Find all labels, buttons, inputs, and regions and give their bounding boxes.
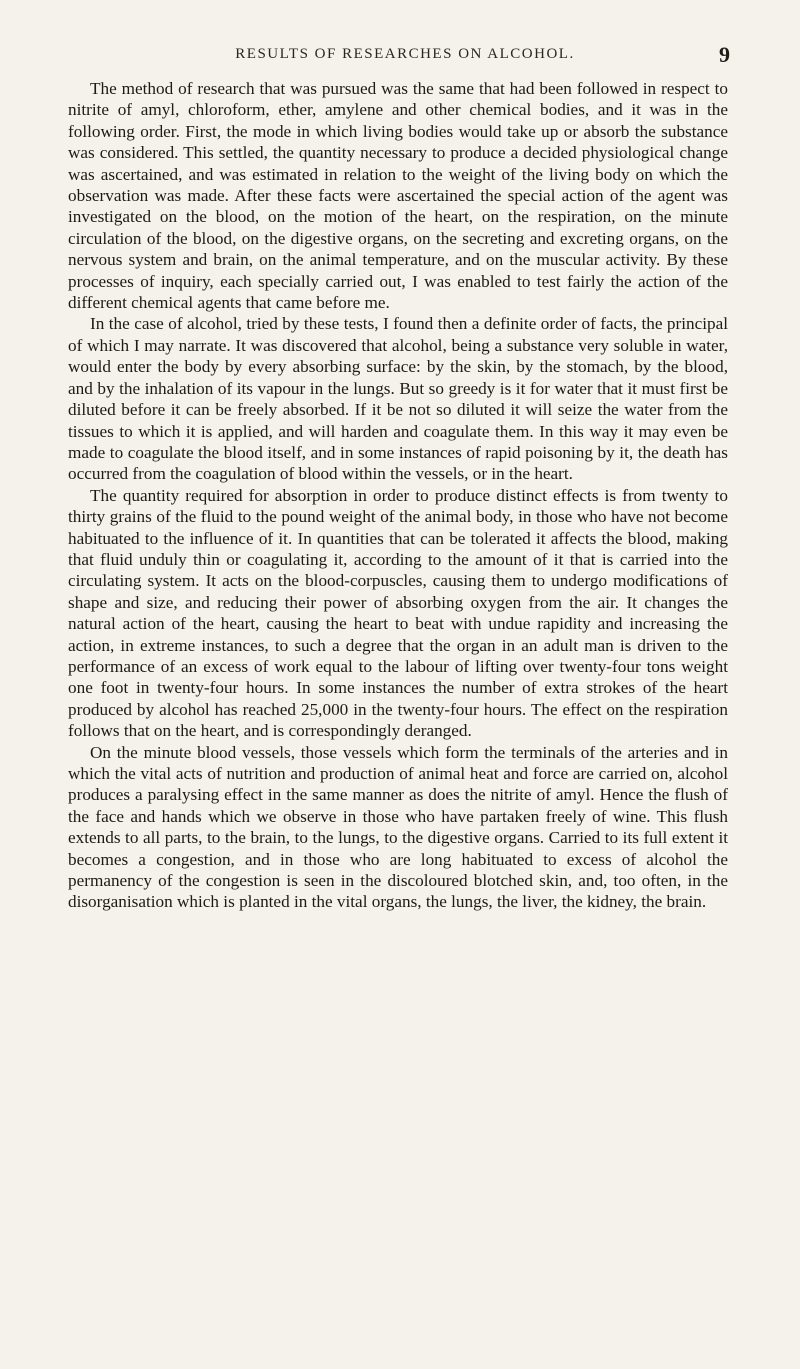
running-head: [80, 42, 730, 76]
paragraph-alcohol-absorption: In the case of alcohol, tried by these tests, I found then a definite order of facts, the principal of which I may narrate. It was discovered that alcohol, being a substance very soluble in water, would enter the body by every absorbing surface: by the skin, by the stomach, by the blood, and by the inhalation of its vapour in the lungs. But so greedy is it for water that it must first be diluted before it can be freely absorbed. If it be not so diluted it will seize the water from the tissues to which it is applied, and will harden and coagulate them. In this way it may even be made to coagulate the blood itself, and in some instances of rapid poisoning by it, the death has occurred from the coagulation of blood within the vessels, or in the heart.: [68, 314, 728, 484]
paragraph-method: The method of research that was pursued was the same that had been followed in respect to nitrite of amyl, chloroform, ether, amylene and other chemical bodies, and it was in the following order. First, the mode in which living bodies would take up or absorb the substance was considered. This settled, the quantity necessary to produce a decided physiological change was ascertained, and was estimated in relation to the weight of the living body on which the observation was made. After these facts were ascertained the special action of the agent was investigated on the blood, on the motion of the heart, on the respiration, on the minute circulation of the blood, on the digestive organs, on the secreting and excreting organs, on the nervous system and brain, on the animal temperature, and on the muscular activity. By these processes of inquiry, each specially carried out, I was enabled to test fairly the action of the different chemical agents that came before me.: [68, 79, 728, 313]
running-title: RESULTS OF RESEARCHES ON ALCOHOL.: [235, 46, 575, 62]
body-text: [68, 78, 728, 913]
paragraph-minute-vessels: On the minute blood vessels, those vessels which form the terminals of the arteries and in which the vital acts of nutrition and production of animal heat and force are carried on, alcohol produces a paralysing effect in the same manner as does the nitrite of amyl. Hence the flush of the face and hands which we observe in those who have partaken freely of wine. This flush extends to all parts, to the brain, to the lungs, to the digestive organs. Carried to its full extent it becomes a congestion, and in those who are long habituated to excess of alcohol the permanency of the congestion is seen in the discoloured blotched skin, and, too often, in the disorganisation which is planted in the vital organs, the lungs, the liver, the kidney, the brain.: [68, 742, 728, 912]
page-number: 9: [719, 42, 730, 67]
paragraph-quantity-effects: The quantity required for absorption in order to produce distinct effects is from twenty to thirty grains of the fluid to the pound weight of the animal body, in those who have not become habituated to the influence of it. In quantities that can be tolerated it affects the blood, making that fluid unduly thin or coagulating it, according to the amount of it that is carried into the circulating system. It acts on the blood-corpuscles, causing them to undergo modifications of shape and size, and reducing their power of absorbing oxygen from the air. It changes the natural action of the heart, causing the heart to beat with undue rapidity and increasing the action, in extreme instances, to such a degree that the organ in an adult man is driven to the performance of an excess of work equal to the labour of lifting over twenty-four tons weight one foot in twenty-four hours. In some instances the number of extra strokes of the heart produced by alcohol has reached 25,000 in the twenty-four hours. The effect on the respiration follows that on the heart, and is correspondingly deranged.: [68, 485, 728, 741]
